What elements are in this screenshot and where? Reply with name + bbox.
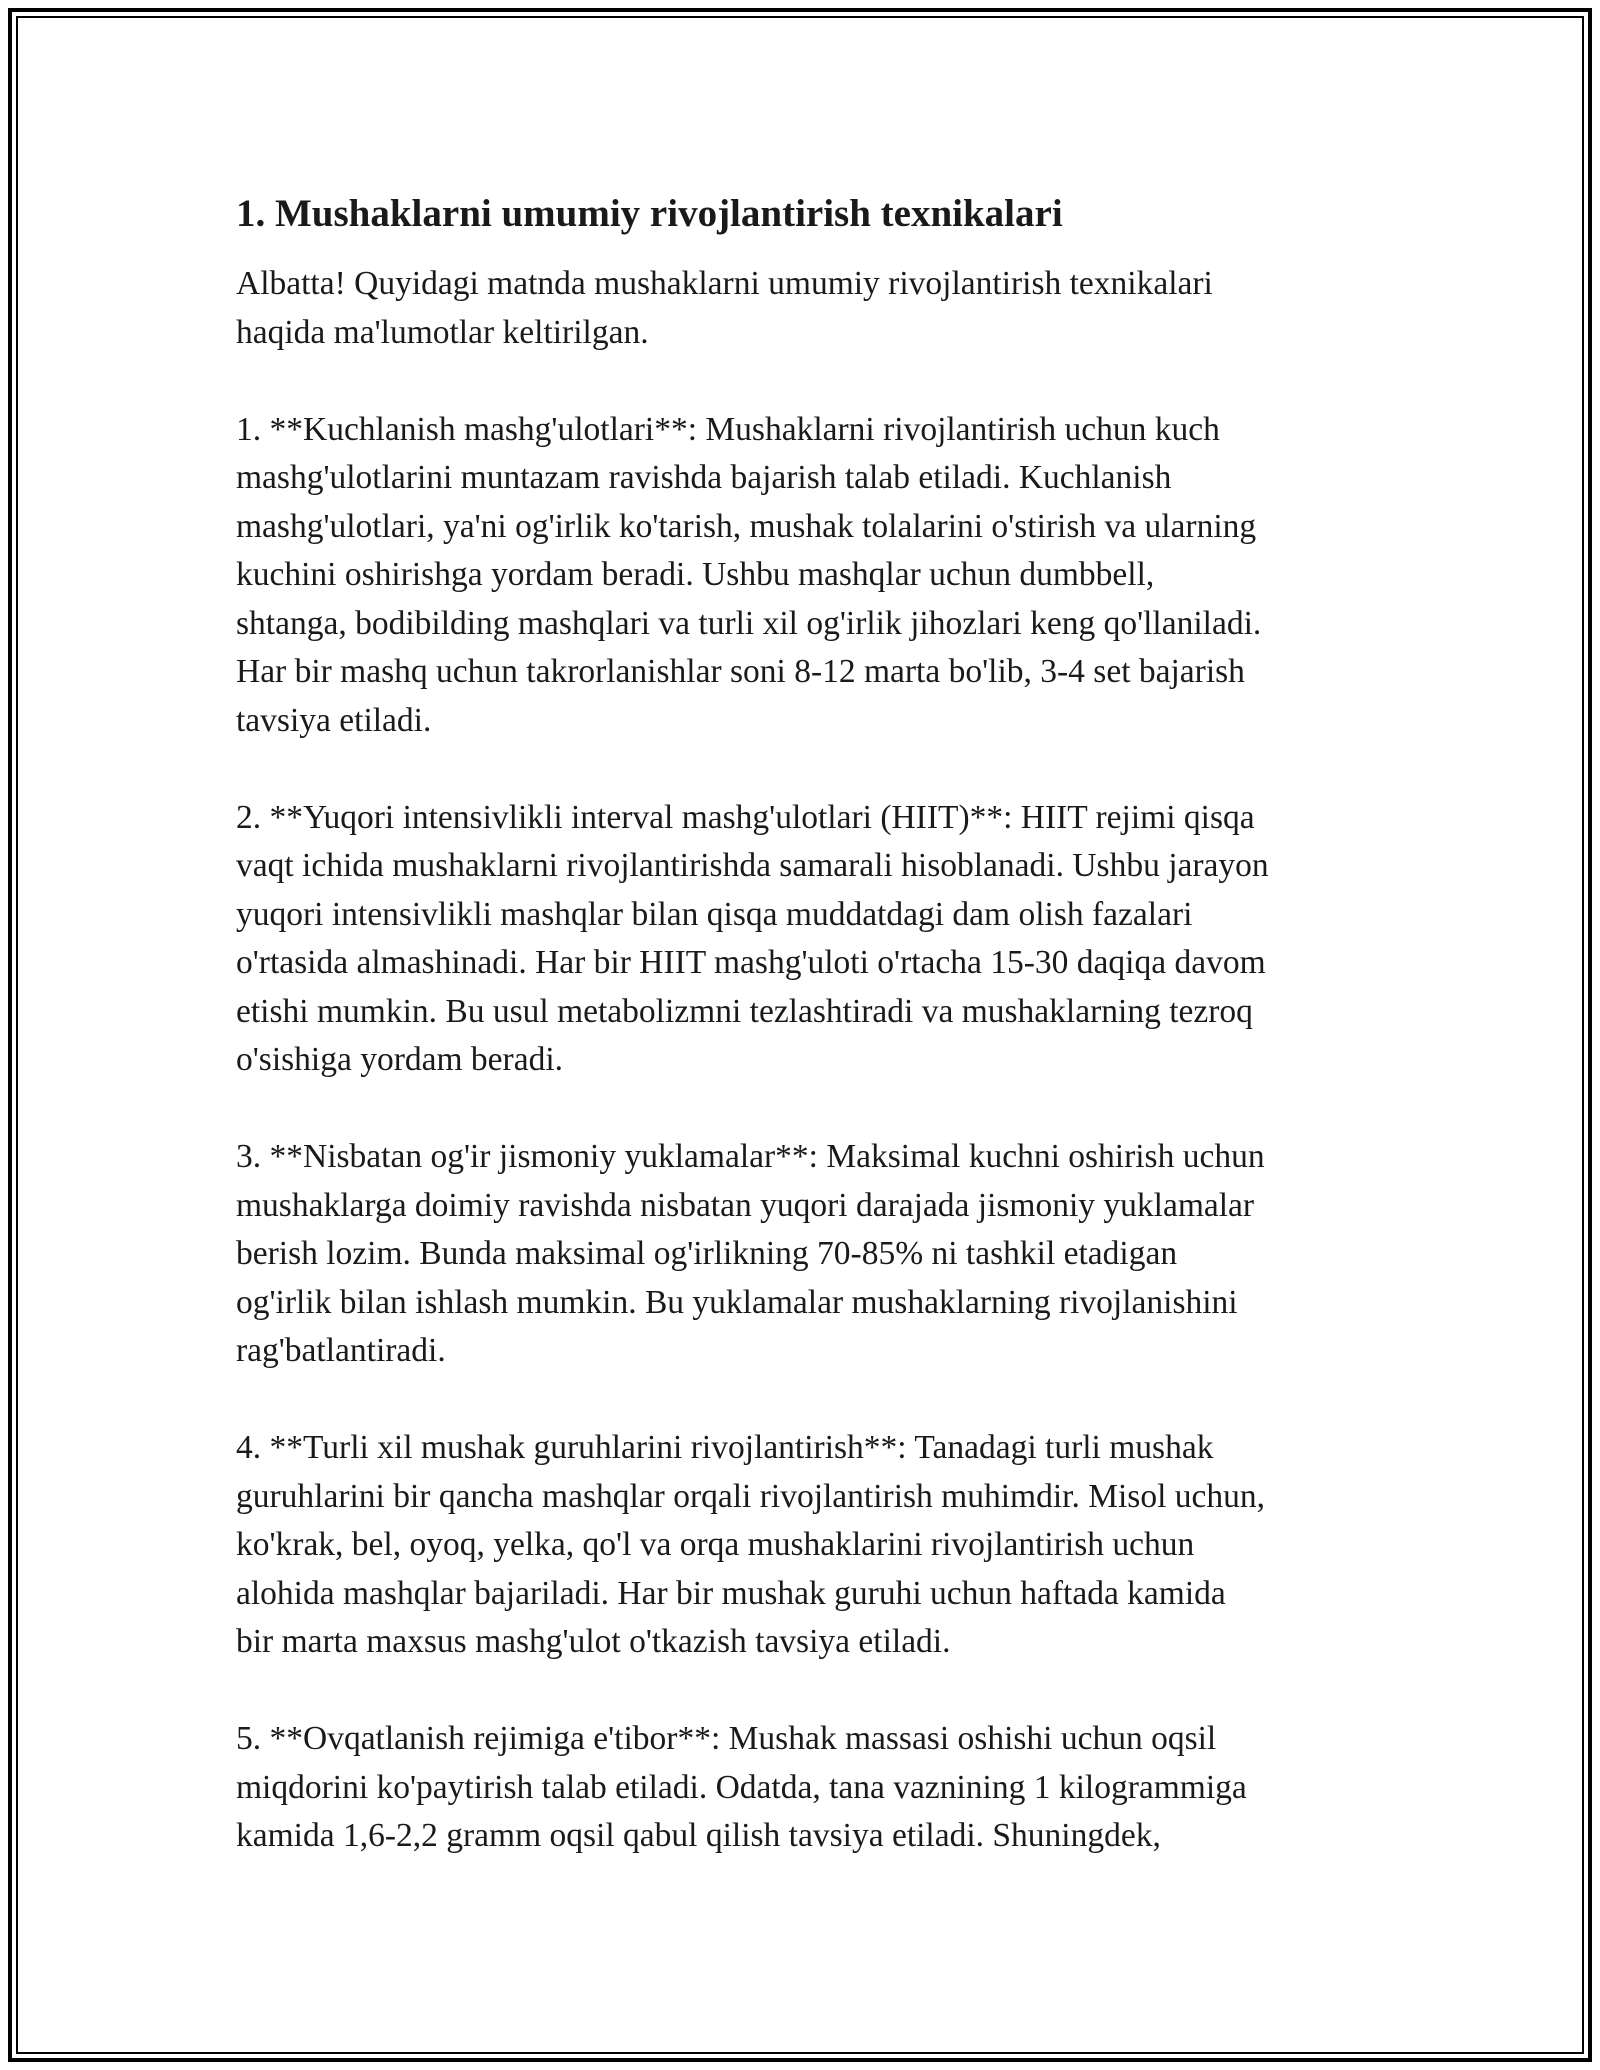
text-line: 2. **Yuqori intensivlikli interval mashg'ulotlari (HIIT)**: HIIT rejimi qisqa <box>236 798 1255 836</box>
text-line: og'irlik bilan ishlash mumkin. Bu yuklamalar mushaklarning rivojlanishini <box>236 1283 1238 1321</box>
document-body <box>236 188 1386 1909</box>
text-line: etishi mumkin. Bu usul metabolizmni tezlashtiradi va mushaklarning tezroq <box>236 992 1253 1030</box>
list-item-nutrition <box>236 1715 1386 1861</box>
text-line: bir marta maxsus mashg'ulot o'tkazish tavsiya etiladi. <box>236 1623 951 1660</box>
text-line: 3. **Nisbatan og'ir jismoniy yuklamalar**: Maksimal kuchni oshirish uchun <box>236 1138 1265 1175</box>
text-line: mashg'ulotlari, ya'ni og'irlik ko'tarish, mushak tolalarini o'stirish va ularning <box>236 507 1257 545</box>
text-line: vaqt ichida mushaklarni rivojlantirishda samarali hisoblanadi. Ushbu jarayon <box>236 847 1269 884</box>
text-line: 5. **Ovqatlanish rejimiga e'tibor**: Mushak massasi oshishi uchun oqsil <box>236 1720 1217 1757</box>
text-line: ko'krak, bel, oyoq, yelka, qo'l va orqa mushaklarini rivojlantirish uchun <box>236 1526 1195 1563</box>
page-title: 1. Mushaklarni umumiy rivojlantirish texnikalari <box>236 192 1063 235</box>
text-line: kamida 1,6-2,2 gramm oqsil qabul qilish tavsiya etiladi. Shuningdek, <box>236 1817 1161 1854</box>
text-line: Har bir mashq uchun takrorlanishlar soni 8-12 marta bo'lib, 3-4 set bajarish <box>236 653 1245 690</box>
text-line: berish lozim. Bunda maksimal og'irlikning 70-85% ni tashkil etadigan <box>236 1235 1178 1272</box>
text-line: alohida mashqlar bajariladi. Har bir mushak guruhi uchun haftada kamida <box>236 1574 1226 1612</box>
text-line: rag'batlantiradi. <box>236 1332 446 1369</box>
text-line: miqdorini ko'paytirish talab etiladi. Odatda, tana vaznining 1 kilogrammiga <box>236 1768 1247 1806</box>
text-line: kuchini oshirishga yordam beradi. Ushbu mashqlar uchun dumbbell, <box>236 556 1155 593</box>
text-line: shtanga, bodibilding mashqlari va turli xil og'irlik jihozlari keng qo'llaniladi. <box>236 604 1262 642</box>
text-line: o'sishiga yordam beradi. <box>236 1041 564 1078</box>
text-line: Albatta! Quyidagi matnda mushaklarni umumiy rivojlantirish texnikalari <box>236 265 1213 302</box>
list-item-hiit <box>236 794 1386 1085</box>
text-line: tavsiya etiladi. <box>236 701 432 739</box>
text-line: haqida ma'lumotlar keltirilgan. <box>236 313 649 351</box>
text-line: 1. **Kuchlanish mashg'ulotlari**: Mushaklarni rivojlantirish uchun kuch <box>236 410 1220 448</box>
intro-paragraph <box>236 260 1386 357</box>
list-item-heavy-loads <box>236 1133 1386 1376</box>
text-line: mashg'ulotlarini muntazam ravishda bajarish talab etiladi. Kuchlanish <box>236 459 1172 496</box>
list-item-muscle-groups <box>236 1424 1386 1667</box>
text-line: 4. **Turli xil mushak guruhlarini rivojlantirish**: Tanadagi turli mushak <box>236 1429 1214 1466</box>
list-item-strength-training <box>236 406 1386 746</box>
text-line: guruhlarini bir qancha mashqlar orqali rivojlantirish muhimdir. Misol uchun, <box>236 1477 1266 1515</box>
text-line: yuqori intensivlikli mashqlar bilan qisqa muddatdagi dam olish fazalari <box>236 895 1193 933</box>
text-line: mushaklarga doimiy ravishda nisbatan yuqori darajada jismoniy yuklamalar <box>236 1186 1255 1224</box>
text-line: o'rtasida almashinadi. Har bir HIIT mashg'uloti o'rtacha 15-30 daqiqa davom <box>236 944 1266 981</box>
